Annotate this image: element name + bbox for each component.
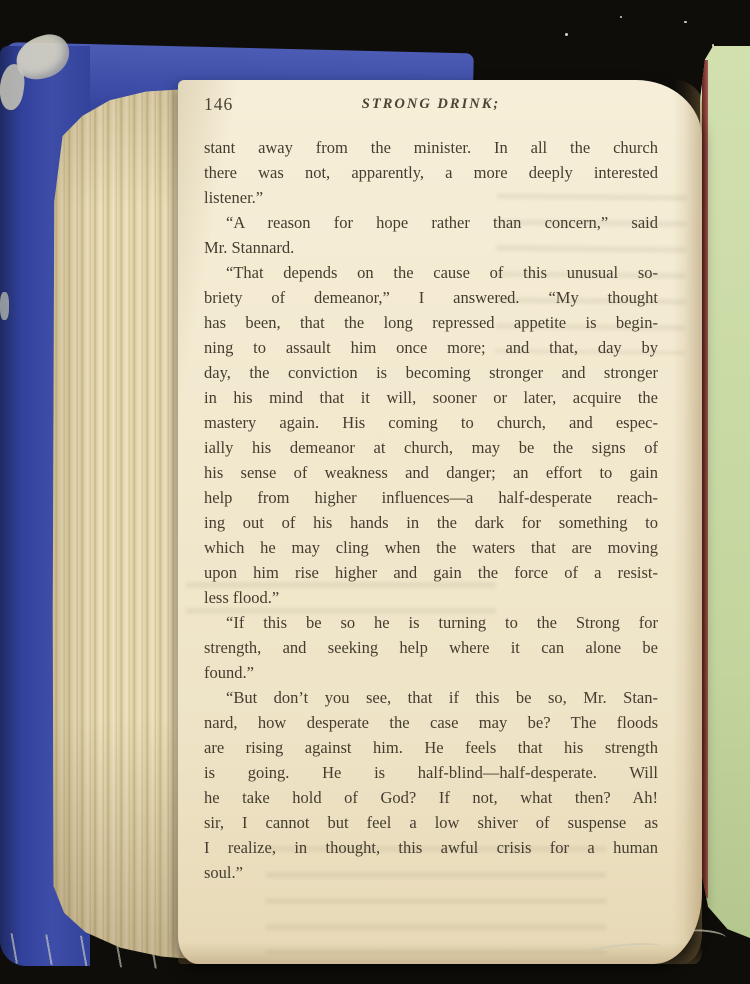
text-line: I realize, in thought, this awful crisis for a human [204,838,658,857]
page-header [204,94,658,116]
text-line: found.” [204,663,254,682]
text-line: in his mind that it will, sooner or later, acquire the [204,388,658,407]
dust-speck [712,44,714,47]
text-line: mastery again. His coming to church, and espec- [204,413,658,432]
text-line: soul.” [204,863,243,882]
text-line: he take hold of God? If not, what then? Ah! [204,788,658,807]
text-line: day, the conviction is becoming stronger and stronger [204,363,658,382]
dust-speck [565,33,568,36]
text-line: there was not, apparently, a more deeply interested [204,163,658,182]
text-line: “If this be so he is turning to the Strong for [226,613,658,632]
text-line: his sense of weakness and danger; an effort to gain [204,463,658,482]
text-line: nard, how desperate the case may be? The floods [204,713,658,732]
text-line: are rising against him. He feels that his strength [204,738,658,757]
text-line: “That depends on the cause of this unusual so- [226,263,658,282]
text-line: upon him rise higher and gain the force of a resist- [204,563,658,582]
binding-line [702,60,708,898]
running-title: STRONG DRINK; [361,96,501,112]
text-line: ning to assault him once more; and that, day by [204,338,658,357]
text-line: strength, and seeking help where it can alone be [204,638,658,657]
book-page [178,80,702,964]
text-line: “A reason for hope rather than concern,” said [226,213,658,232]
text-line: stant away from the minister. In all the church [204,138,658,157]
text-line: which he may cling when the waters that are moving [204,538,658,557]
text-line: listener.” [204,188,264,207]
dust-speck [684,21,687,23]
text-line: has been, that the long repressed appetite is begin- [204,313,658,332]
page-edge-shading [672,80,702,964]
facing-page-edge [700,46,750,938]
text-line: is going. He is half-blind—half-desperate. Will [204,763,658,782]
text-line: sir, I cannot but feel a low shiver of suspense as [204,813,658,832]
page-number: 146 [204,94,234,114]
dust-speck [620,16,622,18]
text-line: “But don’t you see, that if this be so, Mr. Stan- [226,688,658,707]
text-line: ing out of his hands in the dark for something to [204,513,658,532]
text-line: less flood.” [204,588,280,607]
text-line: briety of demeanor,” I answered. “My thought [204,288,658,307]
body-text [204,135,658,885]
text-line: ially his demeanor at church, may be the signs of [204,438,658,457]
text-line: Mr. Stannard. [204,238,295,257]
text-block [204,94,658,885]
text-line: help from higher influences—a half-desperate reach- [204,488,658,507]
worn-cover-spot [0,292,9,320]
